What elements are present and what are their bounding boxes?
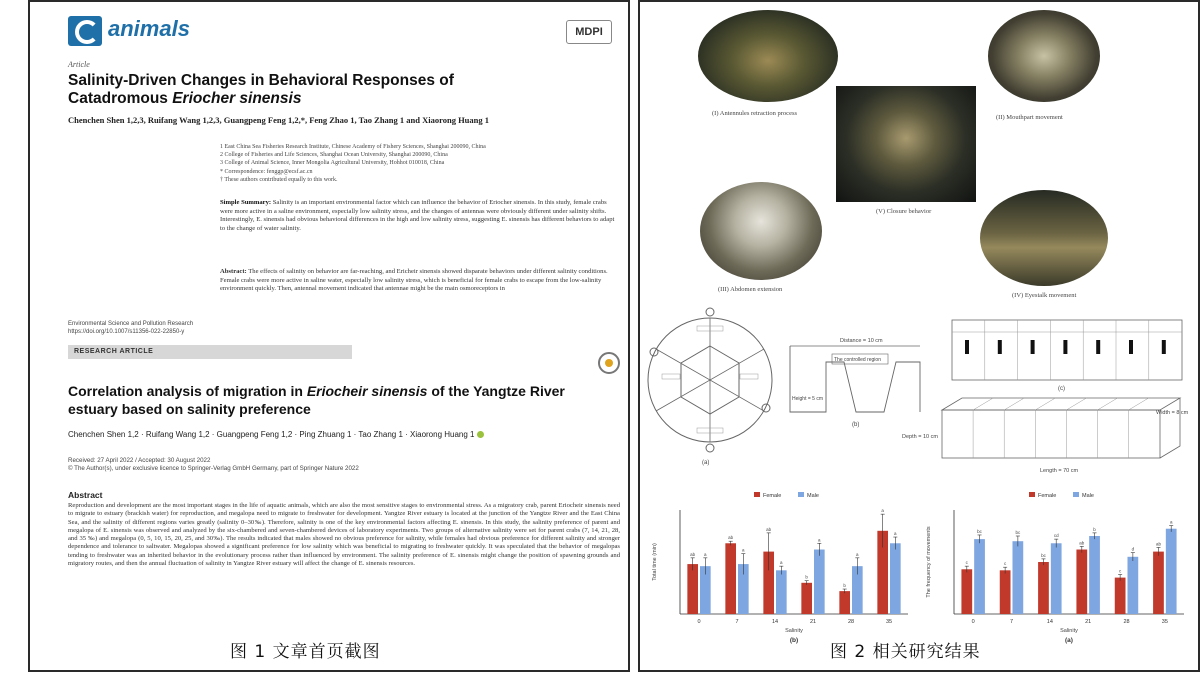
chamber-gate	[1031, 340, 1035, 354]
controlled-region-label: The controlled region	[834, 357, 881, 363]
figure1-caption: 图 1 文章首页截图	[230, 642, 381, 662]
publisher-logo: MDPI	[566, 20, 612, 44]
bar	[890, 543, 901, 614]
paper2-journal-info	[68, 320, 193, 336]
significance-label: a	[894, 531, 897, 537]
x-tick-label: 35	[1161, 619, 1168, 625]
significance-label: a	[1169, 519, 1173, 525]
chamber-gate	[998, 340, 1002, 354]
chamber-3d-dividers	[973, 398, 1149, 458]
affiliation-line: 1 East China Sea Fisheries Research Institute, Chinese Academy of Fishery Sciences, Shanghai 200090, China	[220, 144, 486, 150]
research-article-bar: RESEARCH ARTICLE	[68, 345, 352, 359]
significance-label: a	[881, 508, 884, 514]
chamber-3d-divider	[1066, 398, 1086, 410]
bar	[974, 539, 985, 614]
paper2-abstract-heading: Abstract	[68, 490, 103, 500]
photo-abdomen	[700, 182, 822, 280]
orcid-icon	[477, 431, 484, 438]
x-tick-label: 28	[1123, 619, 1130, 625]
significance-label: c	[1119, 568, 1122, 574]
chamber-gate	[965, 340, 969, 354]
bar	[1076, 550, 1087, 614]
paper1-abstract	[220, 268, 620, 294]
received-dates: Received: 27 April 2022 / Accepted: 30 August 2022	[68, 457, 211, 464]
significance-label: a	[704, 551, 707, 557]
x-tick-label: 35	[885, 619, 893, 625]
x-tick-label: 28	[847, 619, 855, 625]
x-tick-label: 7	[735, 619, 739, 625]
width-label: Width = 8 cm	[1156, 410, 1189, 416]
diagram-label-a: (a)	[702, 460, 710, 466]
significance-label: b	[805, 574, 808, 580]
copyright-line: © The Author(s), under exclusive licence to Springer-Verlag GmbH Germany, part of Springer Nature 2022	[68, 465, 359, 472]
significance-label: bc	[1041, 552, 1046, 558]
x-tick-label: 21	[809, 619, 817, 625]
bar	[776, 570, 787, 614]
bar	[801, 583, 812, 614]
journal-name: animals	[108, 16, 190, 41]
bar	[687, 564, 698, 614]
x-tick-label: 14	[771, 619, 779, 625]
photo-label: (II) Mouthpart movement	[996, 114, 1063, 121]
chamber-3d-divider	[973, 398, 993, 410]
simple-summary-text: Salinity is an important environmental factor which can influence the behavior of Eriocher sinensis. In this study, female crabs were more active in a saline environment, especially low salinity stress, and the changes of antennas were obviously different under salinity shifts. Interestingly, E. sinensis had obvious behavioral differences in the high and low salinity stress, suggesting E. sinensis has different behaviors to adapt to the change of water salinity.	[220, 199, 615, 232]
paper2-author-list: Chenchen Shen 1,2 · Ruifang Wang 1,2 · Guangpeng Feng 1,2 · Ping Zhuang 1 · Tao Zhang 1 · Xiaorong Huang 1	[68, 430, 475, 439]
abstract-text: The effects of salinity on behavior are far-reaching, and Ericheir sinensis showed disparate behaviors under different salinity conditions. Female crabs were more active in saline water, especially low salinity stress, which is beneficial for female crabs to escape from the low-salinity environment quickly. Then, antennal movement indicated that antennae might be the main osmoreceptors in	[220, 268, 608, 293]
significance-label: cd	[1053, 533, 1059, 539]
chamber-3d-divider	[1098, 398, 1118, 410]
paper1-simple-summary	[220, 199, 620, 233]
paper2-received	[68, 457, 359, 473]
diagram-label-c: (c)	[1058, 386, 1065, 392]
chart-total-time	[646, 488, 916, 658]
significance-label: c	[965, 560, 968, 566]
x-tick-label: 0	[697, 619, 701, 625]
legend-label: Female	[1038, 493, 1057, 499]
y-axis-label: The frequency of movements	[926, 526, 932, 598]
x-tick-label: 0	[971, 619, 975, 625]
photo-closure	[836, 86, 976, 202]
paper2-title-suffix: of the Yangtze River estuary based on salinity preference	[68, 383, 565, 417]
legend-swatch	[1029, 492, 1035, 497]
simple-summary-label: Simple Summary:	[220, 199, 272, 206]
legend-swatch	[798, 492, 804, 497]
significance-label: c	[1004, 561, 1007, 567]
height-label: Height = 5 cm	[792, 396, 823, 402]
chamber-gate	[1129, 340, 1133, 354]
chamber-3d-divider	[1129, 398, 1149, 410]
chamber-3d-divider	[1004, 398, 1024, 410]
significance-label: b	[1093, 526, 1096, 532]
cross-section-device	[790, 346, 920, 412]
paper2-title-prefix: Correlation analysis of migration in	[68, 383, 307, 399]
significance-label: a	[742, 547, 745, 553]
legend-label: Female	[763, 493, 782, 499]
affiliation-line: 2 College of Fisheries and Life Sciences, Shanghai Ocean University, Shanghai 200090, China	[220, 152, 448, 159]
bar	[1166, 529, 1177, 614]
significance-label: b	[843, 583, 846, 589]
chart-panel-label: (b)	[789, 637, 799, 644]
article-label: Article	[68, 60, 90, 69]
paper1-title	[68, 72, 588, 108]
bar	[1000, 570, 1011, 614]
legend-swatch	[1073, 492, 1079, 497]
paper1-affiliations	[220, 143, 620, 184]
x-tick-label: 21	[1085, 619, 1092, 625]
research-results-panel	[638, 0, 1200, 672]
photo-eyestalk	[980, 190, 1108, 286]
significance-label: ab	[1155, 541, 1161, 547]
bar	[1115, 578, 1126, 614]
y-axis-label: Total time (min)	[652, 543, 658, 581]
photo-label: (I) Antennules retraction process	[712, 110, 798, 117]
chamber-dividers	[965, 320, 1166, 380]
x-tick-label: 7	[1009, 619, 1014, 625]
significance-label: bc	[1015, 530, 1021, 535]
bar	[839, 591, 850, 614]
chamber-gate	[1162, 340, 1166, 354]
significance-label: bc	[977, 528, 982, 534]
length-label: Length = 70 cm	[1040, 468, 1079, 474]
chart-panel-label: (a)	[1065, 637, 1073, 644]
animals-logo-icon	[68, 16, 102, 46]
x-axis-label: Salinity	[1060, 628, 1078, 634]
chamber-gate	[1063, 340, 1067, 354]
bar	[1153, 552, 1164, 614]
photo-label: (IV) Eyestalk movement	[1012, 292, 1077, 299]
significance-label: ab	[690, 551, 696, 557]
affiliation-line: 3 College of Animal Science, Inner Mongolia Agricultural University, Hohhot 010018, China	[220, 160, 445, 167]
significance-label: ab	[728, 535, 734, 541]
significance-label: a	[818, 537, 821, 543]
affiliation-line: * Correspondence: fenggp@ecsf.ac.cn	[220, 168, 313, 175]
seven-chamber-top-view	[952, 320, 1182, 380]
significance-label: a	[856, 551, 859, 557]
x-axis-label: Salinity	[785, 628, 803, 634]
paper2-authors	[68, 430, 628, 439]
legend-label: Male	[1082, 493, 1094, 499]
bar	[725, 543, 736, 614]
six-chamber-device	[648, 308, 772, 452]
significance-label: ab	[1079, 540, 1085, 546]
paper-screenshots-panel	[28, 0, 630, 672]
bar	[1089, 536, 1100, 614]
chart-frequency	[920, 488, 1192, 658]
paper2-doi: https://doi.org/10.1007/s11356-022-22850-y	[68, 329, 185, 335]
paper2-title	[68, 382, 608, 418]
figure2-caption: 图 2 相关研究结果	[830, 642, 981, 662]
bar	[1013, 541, 1024, 614]
crossmark-icon	[598, 352, 620, 374]
depth-label: Depth = 10 cm	[902, 434, 938, 440]
paper1-title-species: Eriocher sinensis	[172, 90, 302, 107]
photo-label: (V) Closure behavior	[876, 208, 932, 215]
seven-chamber-3d-view	[942, 398, 1180, 458]
paper1-title-line1: Salinity-Driven Changes in Behavioral Responses of	[68, 72, 454, 89]
paper2-journal-name: Environmental Science and Pollution Research	[68, 321, 194, 327]
legend-swatch	[754, 492, 760, 497]
significance-label: ab	[766, 526, 772, 532]
photo-label: (III) Abdomen extension	[718, 286, 783, 293]
paper2-abstract: Reproduction and development are the most important stages in the life of aquatic animals, which are also the most sensitive stages to environmental stress. As a migratory crab, parent Eriocheir sinensis need to migrate to estuary (brackish water) for reproduction, and megalopa need to migrate to freshwater for development. Yangtze River estuary is located at the junction of the Yangtze River and the East China Sea, and the salinity of different regions varies greatly (salinity 0–30‰). Therefore, salinity is one of the key environmental factors affecting E. sinensis. In this study, the salinity preference of parent and megalopa of E. sinensis was observed and analyzed by the six-chambered and seven-chambered devices of laboratory experiments. Two groups of alternative salinity were set for parent crabs (7, 14, 21, 28, and 35 ‰) and megalopa (0, 5, 10, 15, 20, 25, and 30‰). The results indicated that males showed no obvious preference for salinity, while females had obvious preference for different salinity and stronger dependence and tolerance to saltwater. Megalopas showed a significant preference for low salinity which was beneficial to migrating to freshwater quickly. It was speculated that the behavior of megalopas tending to freshwater was an inherited behavior in the evolutionary process rather than influenced by environment. The salinity preference of E. sinensis might change the position of spawning grounds and migratory routes, and then the annual fluctuation of salinity in Yangtze River estuary will affect the change of E. sinensis resources.	[68, 502, 620, 568]
bar	[1128, 557, 1139, 614]
experiment-device-diagrams	[640, 302, 1200, 492]
abstract-label: Abstract:	[220, 268, 247, 275]
bar	[1051, 543, 1062, 614]
legend-label: Male	[807, 493, 819, 499]
x-tick-label: 14	[1046, 619, 1053, 625]
bar	[1038, 562, 1049, 614]
bar	[814, 550, 825, 614]
significance-label: a	[780, 560, 783, 566]
diagram-label-b: (b)	[852, 422, 860, 428]
paper2-title-species: Eriocheir sinensis	[306, 383, 428, 399]
affiliation-line: † These authors contributed equally to this work.	[220, 176, 338, 183]
paper1-title-prefix: Catadromous	[68, 90, 173, 107]
significance-label: d	[1131, 546, 1135, 552]
chamber-3d-divider	[1035, 398, 1055, 410]
photo-antennules	[698, 10, 838, 102]
distance-label: Distance = 10 cm	[840, 338, 883, 344]
photo-mouthpart	[988, 10, 1100, 102]
chamber-gate	[1096, 340, 1100, 354]
paper1-authors: Chenchen Shen 1,2,3, Ruifang Wang 1,2,3, Guangpeng Feng 1,2,*, Feng Zhao 1, Tao Zhang 1 and Xiaorong Huang 1	[68, 115, 490, 125]
bar	[961, 569, 972, 614]
